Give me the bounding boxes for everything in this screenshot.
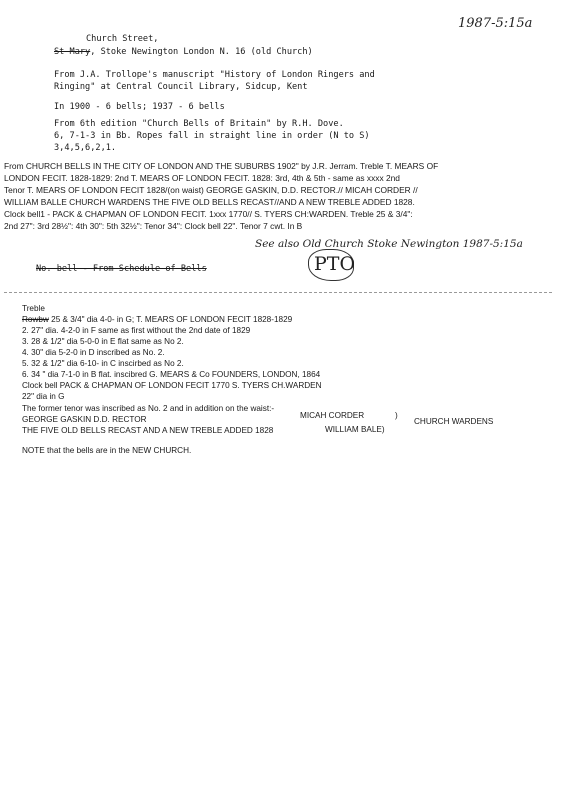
schedule-heading: No. bell - From Schedule of Bells bbox=[36, 264, 207, 274]
dove-source-line: From 6th edition "Church Bells of Britain" by R.H. Dove. bbox=[54, 119, 344, 129]
see-also-note: See also Old Church Stoke Newington 1987-5:15a bbox=[255, 238, 523, 250]
jerram-line-1: From CHURCH BELLS IN THE CITY OF LONDON AND THE SUBURBS 1902" by J.R. Jerram. Treble T. MEARS OF bbox=[4, 161, 439, 171]
source-line-2: Ringing" at Central Council Library, Sidcup, Kent bbox=[54, 82, 308, 92]
divider bbox=[4, 292, 552, 293]
handwritten-reference: 1987-5:15a bbox=[458, 16, 533, 31]
schedule-line-2: 2. 27" dia. 4-2-0 in F same as first without the 2nd date of 1829 bbox=[22, 326, 251, 335]
rector-line: GEORGE GASKIN D.D. RECTOR bbox=[22, 415, 147, 424]
jerram-line-4: WILLIAM BALLE CHURCH WARDENS THE FIVE OLD BELLS RECAST//AND A NEW TREBLE ADDED 1828. bbox=[4, 197, 415, 207]
dove-detail-line: 6, 7-1-3 in Bb. Ropes fall in straight line in order (N to S) bbox=[54, 131, 370, 141]
jerram-line-2: LONDON FECIT. 1828-1829: 2nd T. MEARS OF LONDON FECIT. 1828: 3rd, 4th & 5th - same as xxxx 2nd bbox=[4, 173, 400, 183]
schedule-line-clock: Clock bell PACK & CHAPMAN OF LONDON FECIT 1770 S. TYERS CH.WARDEN bbox=[22, 381, 322, 390]
corder-line: MICAH CORDER bbox=[300, 411, 365, 420]
recast-line: THE FIVE OLD BELLS RECAST AND A NEW TREBLE ADDED 1828 bbox=[22, 426, 274, 435]
bell-1-text: 25 & 3/4" dia 4-0- in G; T. MEARS OF LONDON FECIT 1828-1829 bbox=[48, 315, 293, 324]
jerram-line-6: 2nd 27": 3rd 28½": 4th 30": 5th 32½": Tenor 34": Clock bell 22". Tenor 7 cwt. In B bbox=[4, 221, 303, 231]
bell-count-line: In 1900 - 6 bells; 1937 - 6 bells bbox=[54, 102, 225, 112]
schedule-line-former-tenor: The former tenor was inscribed as No. 2 and in addition on the waist:- bbox=[22, 404, 275, 413]
jerram-line-3: Tenor T. MEARS OF LONDON FECIT 1828/(on waist) GEORGE GASKIN, D.D. RECTOR.// MICAH CORDER // bbox=[4, 185, 418, 195]
schedule-line-clock-dia: 22" dia in G bbox=[22, 392, 65, 401]
bale-line: WILLIAM BALE) bbox=[325, 425, 385, 434]
jerram-line-5: Clock bell1 - PACK & CHAPMAN OF LONDON FECIT. 1xxx 1770// S. TYERS CH:WARDEN. Treble 25 & 3/4": bbox=[4, 209, 413, 219]
pto-mark: PTO bbox=[314, 253, 356, 275]
location-text: , Stoke Newington London N. 16 (old Church) bbox=[90, 47, 313, 57]
struck-text: St Mary bbox=[54, 47, 91, 57]
address-line: Church Street, bbox=[86, 34, 159, 44]
bracket-mark: ) bbox=[395, 411, 398, 420]
struck-text: Rowbw bbox=[22, 315, 49, 324]
schedule-line-6: 6. 34 " dia 7-1-0 in B flat. inscibred G. MEARS & Co FOUNDERS, LONDON, 1864 bbox=[22, 370, 321, 379]
schedule-line-3: 3. 28 & 1/2" dia 5-0-0 in E flat same as No 2. bbox=[22, 337, 184, 346]
schedule-line-1 bbox=[22, 315, 292, 326]
location-line bbox=[54, 47, 313, 58]
schedule-line-treble: Treble bbox=[22, 304, 45, 313]
schedule-line-4: 4. 30" dia 5-2-0 in D inscribed as No. 2. bbox=[22, 348, 165, 357]
church-wardens-label: CHURCH WARDENS bbox=[414, 417, 494, 426]
schedule-line-5: 5. 32 & 1/2" dia 6-10- in C inscirbed as No 2. bbox=[22, 359, 184, 368]
source-line: From J.A. Trollope's manuscript "History of London Ringers and bbox=[54, 70, 375, 80]
new-church-note: NOTE that the bells are in the NEW CHURCH. bbox=[22, 446, 192, 455]
rope-order-line: 3,4,5,6,2,1. bbox=[54, 143, 117, 153]
